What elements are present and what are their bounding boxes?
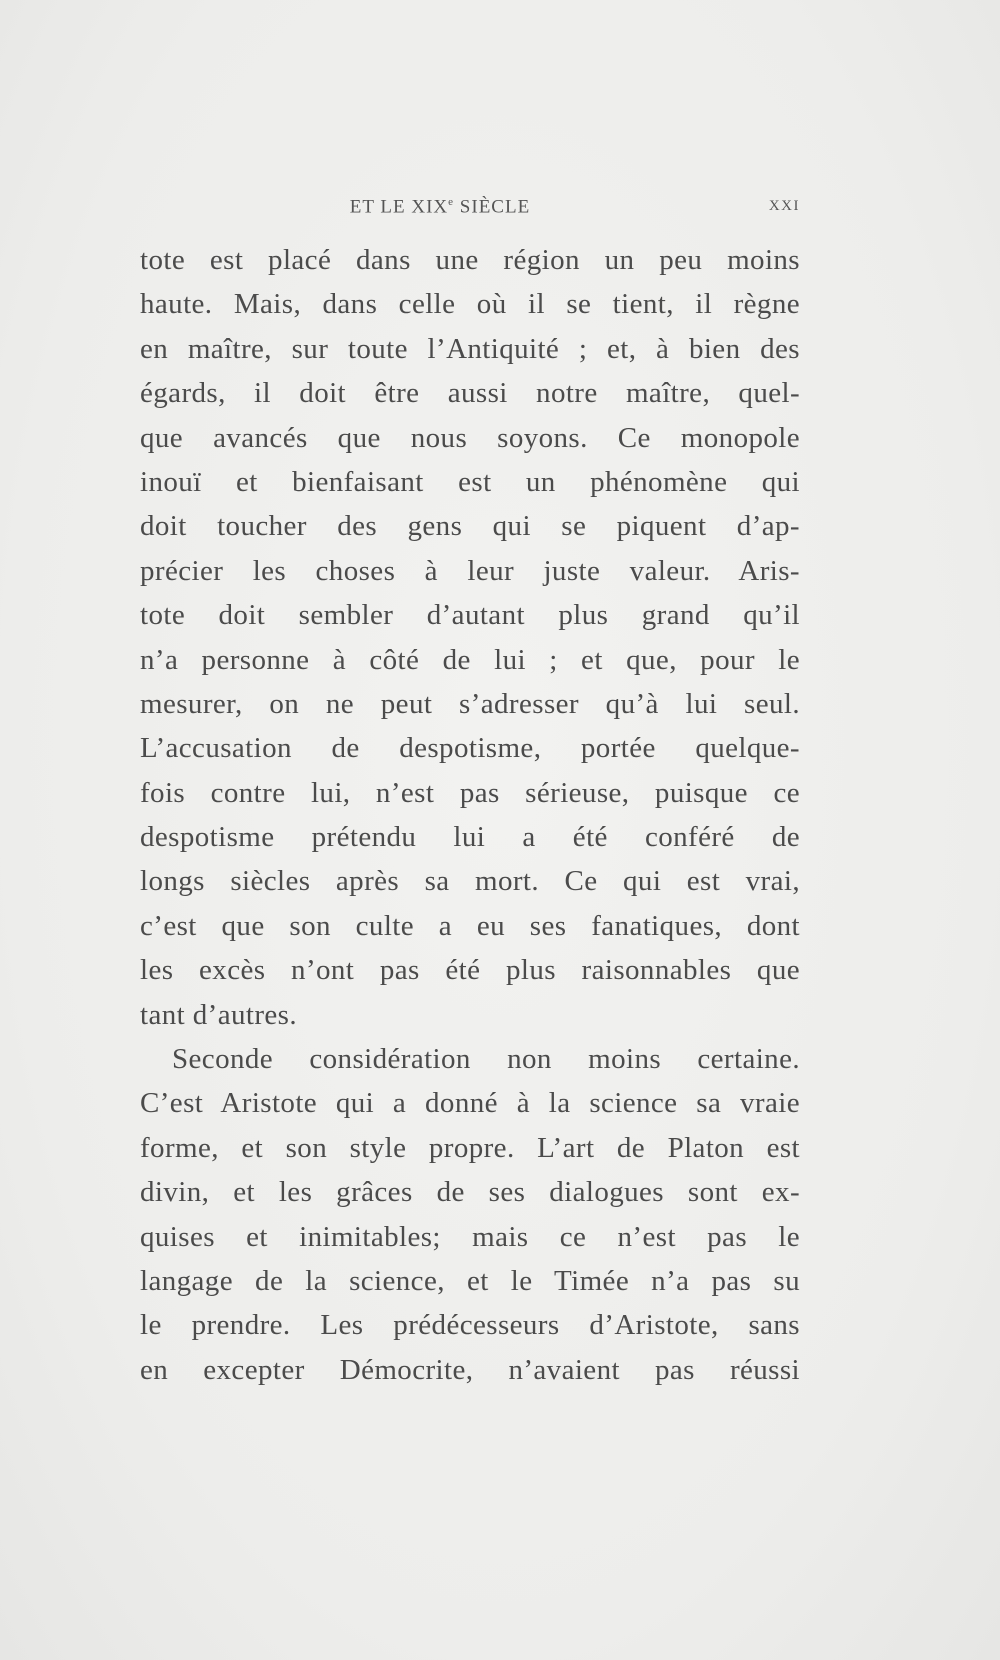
text-line: c’est que son culte a eu ses fanatiques, dont bbox=[140, 909, 800, 942]
running-title-end: SIÈCLE bbox=[454, 196, 531, 218]
text-line: en maître, sur toute l’Antiquité ; et, à bien des bbox=[140, 332, 800, 365]
text-line: que avancés que nous soyons. Ce monopole bbox=[140, 421, 800, 454]
text-line: langage de la science, et le Timée n’a pas su bbox=[140, 1264, 800, 1297]
body-text bbox=[140, 238, 800, 1392]
page-number: XXI bbox=[768, 198, 800, 214]
text-line: le prendre. Les prédécesseurs d’Aristote, sans bbox=[140, 1309, 800, 1342]
text-line: divin, et les grâces de ses dialogues sont ex- bbox=[140, 1176, 800, 1209]
text-line: forme, et son style propre. L’art de Platon est bbox=[140, 1131, 800, 1164]
text-line: haute. Mais, dans celle où il se tient, il règne bbox=[140, 288, 800, 321]
text-line: tote doit sembler d’autant plus grand qu’il bbox=[140, 599, 800, 632]
text-line: en excepter Démocrite, n’avaient pas réussi bbox=[140, 1353, 800, 1386]
text-line: les excès n’ont pas été plus raisonnables que bbox=[140, 954, 800, 987]
text-line: mesurer, on ne peut s’adresser qu’à lui seul. bbox=[140, 687, 800, 720]
text-line: inouï et bienfaisant est un phénomène qui bbox=[140, 465, 800, 498]
text-line: égards, il doit être aussi notre maître, quel- bbox=[140, 377, 800, 410]
text-line: quises et inimitables; mais ce n’est pas le bbox=[140, 1220, 800, 1253]
text-line: L’accusation de despotisme, portée quelque- bbox=[140, 732, 800, 765]
text-line: despotisme prétendu lui a été conféré de bbox=[140, 821, 800, 854]
text-line: longs siècles après sa mort. Ce qui est vrai, bbox=[140, 865, 800, 898]
text-line: fois contre lui, n’est pas sérieuse, puisque ce bbox=[140, 776, 800, 809]
running-head bbox=[140, 196, 800, 226]
running-title-main: ET LE XIX bbox=[349, 196, 449, 218]
running-title-superscript: e bbox=[448, 196, 455, 208]
paragraph-first-line: Seconde considération non moins certaine. bbox=[172, 1043, 800, 1076]
text-line: C’est Aristote qui a donné à la science sa vraie bbox=[140, 1087, 800, 1120]
text-line: précier les choses à leur juste valeur. Aris- bbox=[140, 554, 800, 587]
text-line: doit toucher des gens qui se piquent d’ap- bbox=[140, 510, 800, 543]
paragraph-last-line: tant d’autres. bbox=[140, 998, 297, 1031]
text-line: n’a personne à côté de lui ; et que, pour le bbox=[140, 643, 800, 676]
text-line: tote est placé dans une région un peu moins bbox=[140, 244, 800, 276]
running-title bbox=[140, 196, 740, 218]
